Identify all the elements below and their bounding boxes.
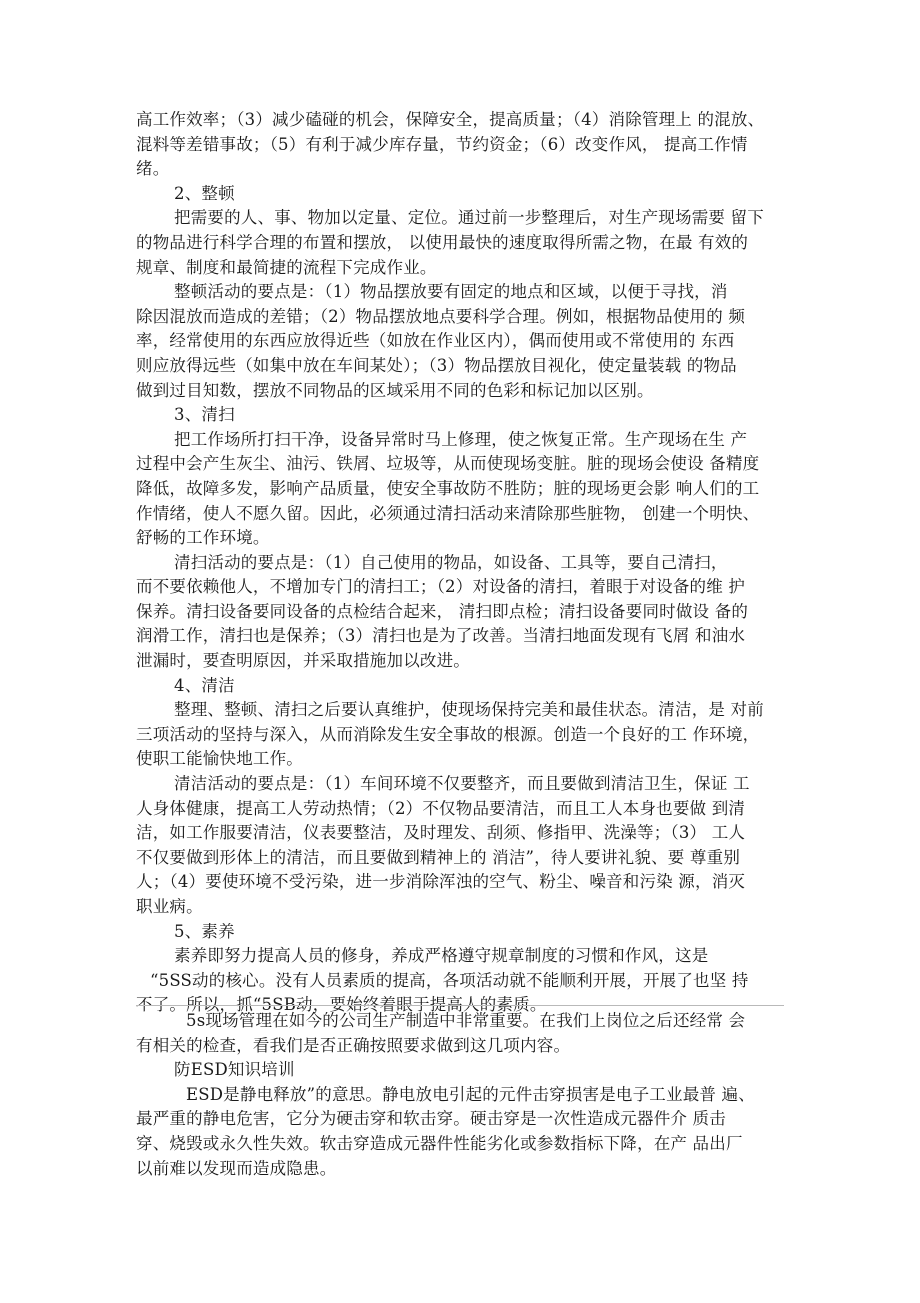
text-line: 5s现场管理在如今的公司生产制造中非常重要。在我们上岗位之后还经常 会 bbox=[186, 1011, 746, 1030]
text-line: 有相关的检查，看我们是否正确按照要求做到这几项内容。 bbox=[136, 1035, 571, 1055]
text-line: 过程中会产生灰尘、油污、铁屑、垃圾等，从而使现场变脏。脏的现场会使设 备精度 bbox=[136, 454, 760, 474]
text-line: 素养即努力提高人员的修身，养成严格遵守规章制度的习惯和作风，这是 bbox=[174, 946, 709, 966]
text-line: 三项活动的坚持与深入，从而消除发生安全事故的根源。创造一个良好的工 作环境， bbox=[136, 724, 760, 744]
text-line: 人；（4）要使环境不受污染，进一步消除浑浊的空气、粉尘、噪音和污染 源，消灭 bbox=[136, 872, 746, 892]
text-line: 人身体健康，提高工人劳动热情；（2）不仅物品要清洁，而且工人本身也要做 到清 bbox=[136, 798, 746, 818]
text-line: 的物品进行科学合理的布置和摆放， 以使用最快的速度取得所需之物，在最 有效的 bbox=[136, 232, 749, 252]
section-heading-5: 5、素养 bbox=[174, 921, 235, 941]
text-line: ESD是静电释放”的意思。静电放电引起的元件击穿损害是电子工业最普 遍、 bbox=[186, 1084, 755, 1104]
text-line: 以前难以发现而造成隐患。 bbox=[136, 1158, 337, 1178]
text-line: 保养。清扫设备要同设备的点检结合起来， 清扫即点检；清扫设备要同时做设 备的 bbox=[136, 601, 749, 621]
text-line: 绪。 bbox=[136, 159, 170, 179]
text-line: 不仅要做到形体上的清洁，而且要做到精神上的 消洁”，待人要讲礼貌、要 尊重别 bbox=[136, 847, 741, 867]
text-line: 不了。所以，抓“5SB动，要始终着眼于提高人的素质。 bbox=[136, 995, 547, 1015]
section-heading-2: 2、整顿 bbox=[174, 183, 235, 203]
section-heading-3: 3、清扫 bbox=[174, 405, 235, 425]
text-line: 舒畅的工作环境。 bbox=[136, 528, 270, 548]
text-line: 清洁活动的要点是：（1）车间环境不仅要整齐，而且要做到清洁卫生，保证 工 bbox=[174, 774, 750, 794]
text-line: 混料等差错事故；（5）有利于减少库存量，节约资金；（6）改变作风， 提高工作情 bbox=[136, 134, 748, 154]
document-body bbox=[136, 108, 784, 1018]
text-line: 降低，故障多发，影响产品质量，使安全事故防不胜防；脏的现场更会影 响人们的工 bbox=[136, 478, 760, 498]
section-heading-4: 4、清洁 bbox=[174, 675, 235, 695]
text-line: 做到过目知数，摆放不同物品的区域采用不同的色彩和标记加以区别。 bbox=[136, 380, 654, 400]
text-line: 清扫活动的要点是：（1）自己使用的物品，如设备、工具等，要自己清扫， bbox=[174, 552, 728, 572]
text-line: 把需要的人、事、物加以定量、定位。通过前一步整理后，对生产现场需要 留下 bbox=[174, 208, 764, 228]
text-line: 洁，如工作服要清洁，仪表要整洁，及时理发、刮须、修指甲、洗澡等；（3） 工人 bbox=[136, 823, 746, 843]
text-line: 使职工能愉快地工作。 bbox=[136, 749, 303, 769]
text-line: 高工作效率；（3）减少磕碰的机会，保障安全，提高质量；（4）消除管理上 的混放、 bbox=[136, 110, 765, 129]
text-line: 则应放得远些（如集中放在车间某处）；（3）物品摆放目视化，使定量装载 的物品 bbox=[136, 355, 737, 375]
text-line: 职业病。 bbox=[136, 897, 203, 916]
text-line: 整理、整顿、清扫之后要认真维护，使现场保持完美和最佳状态。清洁，是 对前 bbox=[174, 700, 764, 720]
text-line: 率，经常使用的东西应放得近些（如放在作业区内），偶而使用或不常使用的 东西 bbox=[136, 331, 735, 351]
document-body-lower bbox=[136, 1009, 784, 1181]
text-line: 泄漏时，要查明原因，并采取措施加以改进。 bbox=[136, 651, 470, 671]
text-line: 规章、制度和最简捷的流程下完成作业。 bbox=[136, 257, 437, 277]
text-line: 把工作场所打扫干净，设备异常时马上修理，使之恢复正常。生产现场在生 产 bbox=[174, 429, 748, 449]
text-line: 润滑工作，清扫也是保养；（3）清扫也是为了改善。当清扫地面发现有飞屑 和油水 bbox=[136, 626, 746, 646]
text-line: 而不要依赖他人，不增加专门的清扫工；（2）对设备的清扫，着眼于对设备的维 护 bbox=[136, 577, 746, 597]
text-line: “5SS动的核心。没有人员素质的提高，各项活动就不能顺利开展，开展了也坚 持 bbox=[150, 970, 749, 990]
esd-heading: 防ESD知识培训 bbox=[174, 1060, 295, 1080]
text-line: 整顿活动的要点是：（1）物品摆放要有固定的地点和区域，以便于寻找，消 bbox=[174, 282, 728, 302]
text-line: 除因混放而造成的差错；（2）物品摆放地点要科学合理。例如，根据物品使用的 频 bbox=[136, 306, 746, 326]
text-line: 作情绪，使人不愿久留。因此，必须通过清扫活动来清除那些脏物， 创建一个明快、 bbox=[136, 503, 760, 523]
text-line: 最严重的静电危害，它分为硬击穿和软击穿。硬击穿是一次性造成元器件介 质击 bbox=[136, 1109, 726, 1129]
text-line: 穿、烧毁或永久性失效。软击穿造成元器件性能劣化或参数指标下降，在产 品出厂 bbox=[136, 1133, 743, 1153]
horizontal-divider bbox=[136, 1005, 784, 1006]
